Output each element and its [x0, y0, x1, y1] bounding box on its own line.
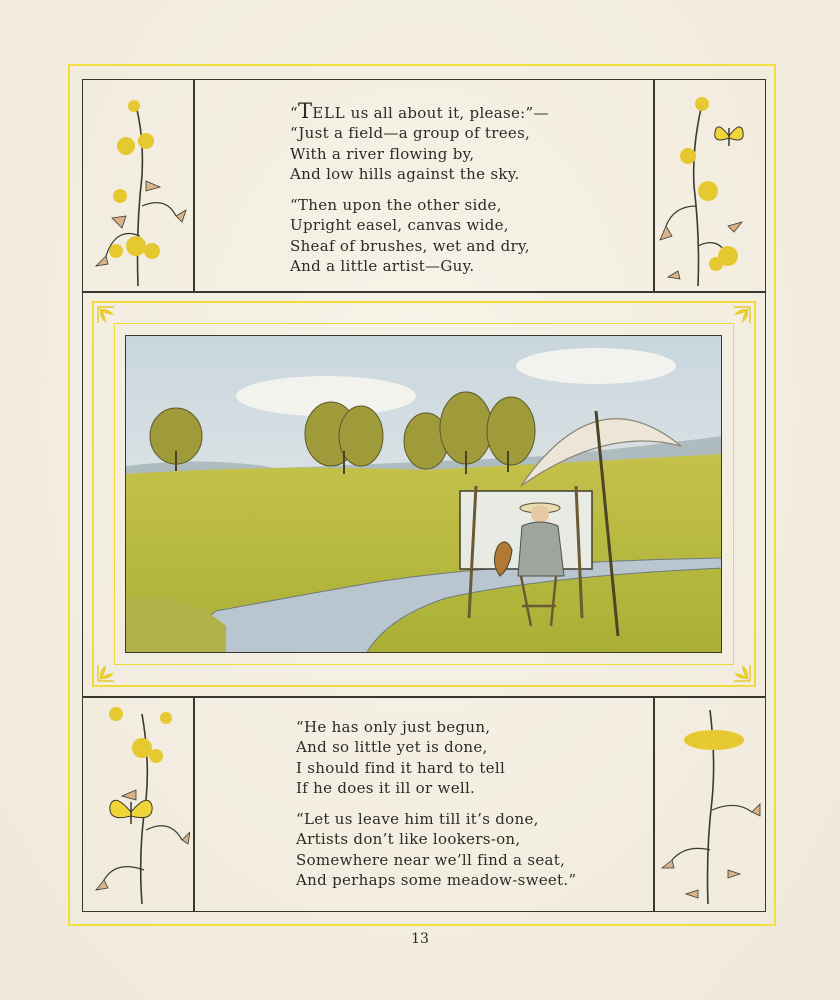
- butterfly-icon: [711, 118, 747, 154]
- verse-line: “Let us leave him till it’s done,: [296, 810, 539, 829]
- verse-line: “TELL us all about it, please:”—: [290, 99, 549, 123]
- painter-in-meadow-picture: [126, 336, 722, 653]
- verse-line: I should find it hard to tell: [296, 758, 506, 777]
- bottom-verse: [296, 717, 576, 901]
- fleur-corner-icon: [96, 305, 116, 325]
- top-verse: [290, 101, 549, 287]
- verse-line: “Just a field—a group of trees,: [290, 124, 531, 143]
- butterfly-icon: [106, 790, 156, 834]
- verse-line: Sheaf of brushes, wet and dry,: [290, 236, 530, 255]
- verse-stanza: [290, 195, 549, 276]
- verse-stanza: [296, 809, 576, 890]
- flower-sprig-icon: [658, 86, 762, 290]
- landscape-illustration: [125, 335, 722, 653]
- page-number: 13: [411, 931, 429, 947]
- fleur-corner-icon: [732, 663, 752, 683]
- verse-line: With a river flowing by,: [290, 144, 475, 163]
- verse-line: “He has only just begun,: [296, 718, 491, 736]
- verse-line: And a little artist—Guy.: [290, 257, 475, 276]
- verse-line: Artists don’t like lookers-on,: [296, 830, 521, 849]
- fleur-corner-icon: [732, 305, 752, 325]
- verse-line: And low hills against the sky.: [290, 164, 520, 183]
- verse-line: “Then upon the other side,: [290, 196, 502, 215]
- verse-line: If he does it ill or well.: [296, 778, 476, 797]
- flower-sprig-icon: [86, 86, 190, 290]
- verse-stanza: [296, 717, 576, 798]
- verse-line: And perhaps some meadow-sweet.”: [296, 871, 577, 890]
- fleur-corner-icon: [96, 663, 116, 683]
- verse-stanza: [290, 101, 549, 184]
- verse-line: And so little yet is done,: [296, 738, 488, 757]
- verse-line: Somewhere near we’ll find a seat,: [296, 850, 566, 869]
- verse-line: Upright easel, canvas wide,: [290, 216, 509, 235]
- flower-sprig-icon: [658, 700, 762, 906]
